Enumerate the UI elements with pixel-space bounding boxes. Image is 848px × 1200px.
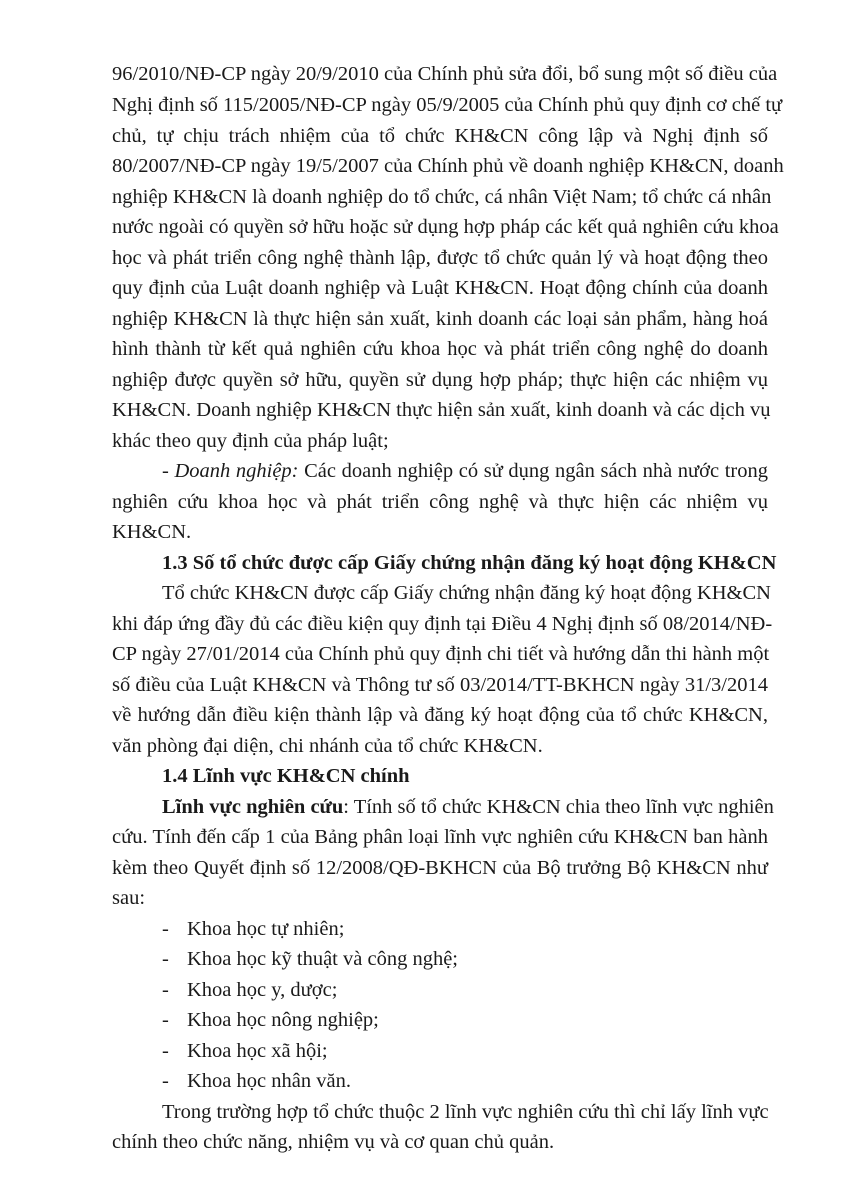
- para1-line: KH&CN. Doanh nghiệp KH&CN thực hiện sản xuất, kinh doanh và các dịch vụ: [112, 399, 771, 421]
- para4-line: sau:: [112, 887, 146, 909]
- para4-line: kèm theo Quyết định số 12/2008/QĐ-BKHCN của Bộ trưởng Bộ KH&CN như: [112, 857, 768, 879]
- para4-text: : Tính số tổ chức KH&CN chia theo lĩnh vực nghiên: [343, 796, 774, 818]
- para3-line: số điều của Luật KH&CN và Thông tư số 03/2014/TT-BKHCN ngày 31/3/2014: [112, 674, 768, 696]
- para5-line: Trong trường hợp tổ chức thuộc 2 lĩnh vực nghiên cứu thì chỉ lấy lĩnh vực: [162, 1101, 769, 1123]
- para1-line: hình thành từ kết quả nghiên cứu khoa học và phát triển công nghệ do doanh: [112, 338, 768, 360]
- para3-line: CP ngày 27/01/2014 của Chính phủ quy định chi tiết và hướng dẫn thi hành một: [112, 643, 770, 665]
- para1-line: chủ, tự chịu trách nhiệm của tổ chức KH&CN công lập và Nghị định số: [112, 125, 768, 147]
- para4-line: [162, 792, 774, 822]
- bullet-marker: -: [162, 1070, 169, 1092]
- bullet-marker: -: [162, 1009, 169, 1031]
- para2-line: KH&CN.: [112, 521, 192, 543]
- list-item: Khoa học nhân văn.: [187, 1070, 351, 1092]
- para1-line: nghiệp KH&CN là doanh nghiệp do tổ chức, cá nhân Việt Nam; tổ chức cá nhân: [112, 186, 772, 208]
- section-heading-1-4: 1.4 Lĩnh vực KH&CN chính: [162, 765, 410, 787]
- para1-line: học và phát triển công nghệ thành lập, được tổ chức quản lý và hoạt động theo: [112, 247, 768, 269]
- list-item: Khoa học nông nghiệp;: [187, 1009, 379, 1031]
- para1-line: Nghị định số 115/2005/NĐ-CP ngày 05/9/2005 của Chính phủ quy định cơ chế tự: [112, 94, 783, 116]
- para5-line: chính theo chức năng, nhiệm vụ và cơ quan chủ quản.: [112, 1131, 555, 1153]
- para4-label: Lĩnh vực nghiên cứu: [162, 796, 344, 818]
- bullet-marker: -: [162, 948, 169, 970]
- list-item: Khoa học xã hội;: [187, 1040, 328, 1062]
- bullet-marker: -: [162, 1040, 169, 1062]
- para1-line: khác theo quy định của pháp luật;: [112, 430, 389, 452]
- para2-text: Các doanh nghiệp có sử dụng ngân sách nhà nước trong: [298, 460, 768, 482]
- para2-line: nghiên cứu khoa học và phát triển công nghệ và thực hiện các nhiệm vụ: [112, 491, 768, 513]
- para3-line: văn phòng đại diện, chi nhánh của tổ chức KH&CN.: [112, 735, 543, 757]
- para4-line: cứu. Tính đến cấp 1 của Bảng phân loại lĩnh vực nghiên cứu KH&CN ban hành: [112, 826, 768, 848]
- para1-line: 80/2007/NĐ-CP ngày 19/5/2007 của Chính phủ về doanh nghiệp KH&CN, doanh: [112, 155, 784, 177]
- para1-line: 96/2010/NĐ-CP ngày 20/9/2010 của Chính phủ sửa đổi, bổ sung một số điều của: [112, 63, 778, 85]
- bullet-marker: -: [162, 979, 169, 1001]
- bullet-marker: -: [162, 918, 169, 940]
- para1-line: nước ngoài có quyền sở hữu hoặc sử dụng hợp pháp các kết quả nghiên cứu khoa: [112, 216, 779, 238]
- para1-line: quy định của Luật doanh nghiệp và Luật KH&CN. Hoạt động chính của doanh: [112, 277, 768, 299]
- para1-line: nghiệp KH&CN là thực hiện sản xuất, kinh doanh các loại sản phẩm, hàng hoá: [112, 308, 768, 330]
- list-item: Khoa học kỹ thuật và công nghệ;: [187, 948, 458, 970]
- para3-line: khi đáp ứng đầy đủ các điều kiện quy định tại Điều 4 Nghị định số 08/2014/NĐ-: [112, 613, 773, 635]
- section-heading-1-3: 1.3 Số tổ chức được cấp Giấy chứng nhận đăng ký hoạt động KH&CN: [162, 552, 777, 574]
- para2-label: - Doanh nghiệp:: [162, 460, 299, 482]
- para1-line: nghiệp được quyền sở hữu, quyền sử dụng hợp pháp; thực hiện các nhiệm vụ: [112, 369, 768, 391]
- para3-line: về hướng dẫn điều kiện thành lập và đăng ký hoạt động của tổ chức KH&CN,: [112, 704, 768, 726]
- para3-line: Tổ chức KH&CN được cấp Giấy chứng nhận đăng ký hoạt động KH&CN: [162, 582, 771, 604]
- list-item: Khoa học tự nhiên;: [187, 918, 345, 940]
- list-item: Khoa học y, dược;: [187, 979, 338, 1001]
- para2-line: [162, 456, 768, 486]
